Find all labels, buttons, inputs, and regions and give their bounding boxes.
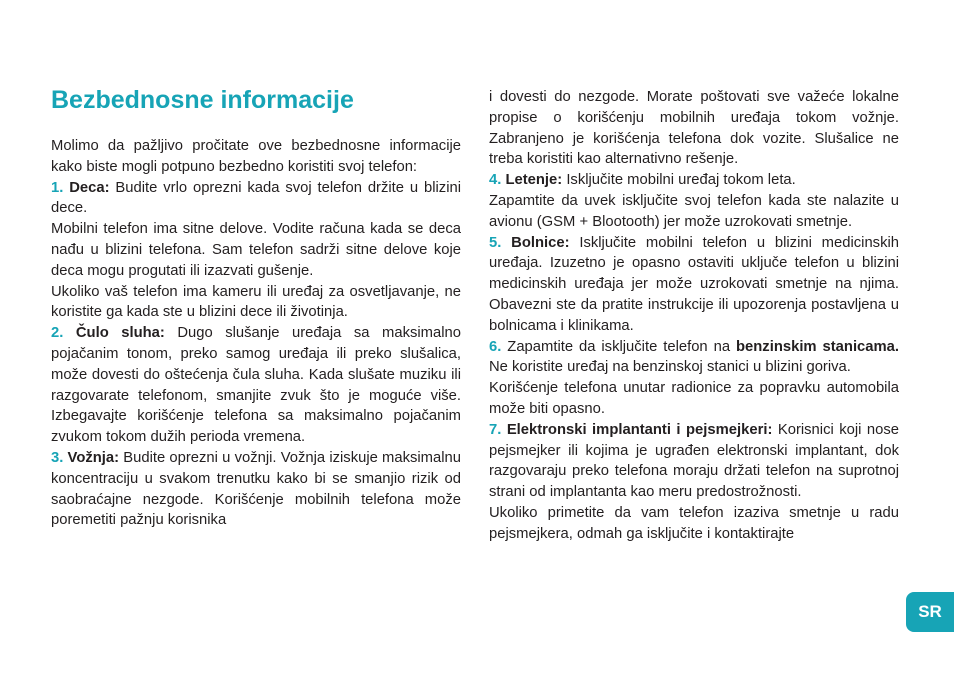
item-text: Zapamtite da isključite telefon na (501, 338, 736, 355)
item-hospitals (489, 233, 899, 337)
item-implants (489, 420, 899, 503)
item-text: Dugo slušanje uređaja sa maksimalno pojačanim tonom, preko samog uređaja ili preko slušalica, može dovesti do oštećenja čula sluha. Kada slušate muziku ili razgovarate telefonom, smanjite zvuk što je moguće više. Izbegavajte korišćenje telefona sa maksimalno pojačanim zvukom tokom dužih perioda vremena. (51, 325, 461, 446)
item-number: 7. (489, 421, 502, 438)
item-text: Budite vrlo oprezni kada svoj telefon držite u blizini dece. (51, 179, 461, 217)
item-heading: Deca: (69, 179, 110, 196)
item-gas-stations (489, 337, 899, 379)
children-camera-paragraph: Ukoliko vaš telefon ima kameru ili uređaj za osvetljavanje, ne koristite ga kada ste u blizini dece ili životinja. (51, 283, 461, 321)
item-heading: Elektronski implantanti i pejsmejkeri: (506, 421, 773, 438)
right-column (489, 87, 899, 545)
item-driving (51, 448, 461, 531)
item-number: 3. (51, 449, 64, 466)
item-number: 4. (489, 172, 502, 189)
item-number: 1. (51, 179, 64, 196)
language-tab: SR (906, 592, 954, 632)
item-text: Budite oprezni u vožnji. Vožnja iziskuje maksimalnu koncentraciju u svakom trenutku kako bi se smanjio rizik od saobraćajne nezgode. Korišćenje mobilnih telefona može poremetiti pažnju korisnika (51, 449, 461, 529)
item-heading: Čulo sluha: (75, 325, 165, 342)
item-heading: Bolnice: (511, 234, 570, 251)
item-hearing (51, 323, 461, 448)
item-number: 6. (489, 338, 502, 355)
intro-paragraph: Molimo da pažljivo pročitate ove bezbednosne informacije kako biste mogli potpuno bezbedno koristiti svoj telefon: (51, 138, 461, 175)
car-workshop-paragraph: Korišćenje telefona unutar radionice za popravku automobila može biti opasno. (489, 380, 899, 417)
page-title: Bezbednosne informacije (51, 86, 354, 114)
item-text: Isključite mobilni telefon u blizini medicinskih uređaja. Izuzetno je opasno ostaviti uključe telefon u blizini medicinskih uređaja jer može uzrokovati smetnje na njima. Obavezni ste da pratite instrukcije ili upozorenja postavljena u bolnicama i klinikama. (489, 234, 899, 334)
item-children (51, 178, 461, 220)
item-flying (489, 170, 899, 191)
item-text-after: Ne koristite uređaj na benzinskoj stanici u blizini goriva. (489, 359, 851, 376)
item-heading: Vožnja: (67, 449, 120, 466)
item-number: 2. (51, 325, 64, 342)
item-heading: Letenje: (505, 172, 563, 189)
pacemaker-paragraph: Ukoliko primetite da vam telefon izaziva smetnje u radu pejsmejkera, odmah ga isključite i kontaktirajte (489, 504, 899, 542)
item-text: Isključite mobilni uređaj tokom leta. (562, 172, 796, 189)
left-column (51, 136, 461, 531)
airplane-paragraph: Zapamtite da uvek isključite svoj telefon kada ste nalazite u avionu (GSM + Blootooth) jer može uzrokovati smetnje. (489, 192, 899, 230)
driving-continued-paragraph: i dovesti do nezgode. Morate poštovati sve važeće lokalne propise o korišćenju mobilnih uređaja tokom vožnje. Zabranjeno je korišćenja telefona dok vozite. Slušalice ne treba koristiti kao alternativno rešenje. (489, 89, 899, 168)
item-bold-phrase: benzinskim stanicama. (736, 338, 900, 355)
item-number: 5. (489, 234, 502, 251)
children-small-parts-paragraph: Mobilni telefon ima sitne delove. Vodite računa kada se deca nađu u blizini telefona. Sam telefon sadrži sitne delove koje deca mogu progutati ili izazvati gušenje. (51, 221, 461, 279)
item-text: Korisnici koji nose pejsmejker ili kojima je ugrađen elektronski implantant, dok razgovaraju preko telefona moraju držati telefon na suprotnoj strani od implantanta kao meru predostrožnosti. (489, 421, 899, 501)
